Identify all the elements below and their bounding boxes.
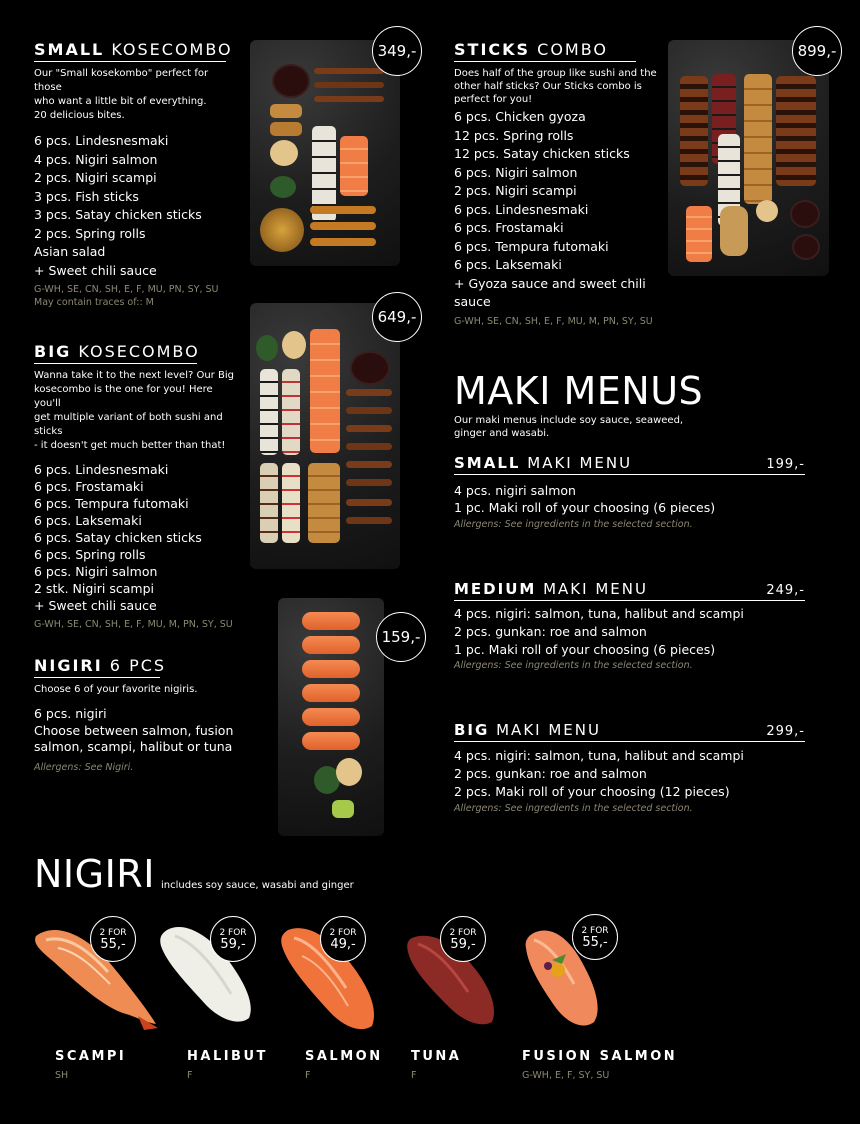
list-item: 2 stk. Nigiri scampi <box>34 581 154 596</box>
nigiri-fusion-salmon-name: FUSION SALMON <box>522 1049 678 1064</box>
list-item: + Sweet chili sauce <box>34 598 157 613</box>
allergens-text: G-WH, SE, CN, SH, E, F, MU, PN, SY, SU <box>34 284 219 295</box>
list-item: 6 pcs. Frostamaki <box>34 479 144 494</box>
maki-menus-description: Our maki menus include soy sauce, seaweed, ginger and wasabi. <box>454 415 684 439</box>
sticks-combo-description: Does half of the group like sushi and the other half sticks? Our Sticks combo is perfect for you! <box>454 68 657 105</box>
list-item: 6 pcs. Satay chicken sticks <box>34 530 202 545</box>
nigiri-6-photo <box>278 598 384 836</box>
nigiri-scampi-price-badge: 2 FOR 55,- <box>90 916 136 962</box>
maki-menus-heading: MAKI MENUS <box>454 369 704 413</box>
list-item: 3 pcs. Fish sticks <box>34 188 139 204</box>
nigiri-scampi-name: SCAMPI <box>55 1049 127 1064</box>
allergens-text: Allergens: See ingredients in the selected section. <box>454 660 693 671</box>
list-item: 2 pcs. Nigiri scampi <box>34 170 157 185</box>
medium-maki-menu-title: MEDIUM MAKI MENU 249,- <box>454 580 805 601</box>
list-item: 12 pcs. Satay chicken sticks <box>454 146 630 161</box>
big-kosecombo-items <box>34 461 239 614</box>
list-item: 6 pcs. Nigiri salmon <box>34 564 158 579</box>
small-maki-menu-price: 199,- <box>766 457 805 472</box>
allergens-text: G-WH, SE, CN, SH, E, F, MU, M, PN, SY, SU <box>454 315 653 327</box>
list-item: 6 pcs. nigiri <box>34 706 107 721</box>
traces-text: May contain traces of:: M <box>34 297 154 308</box>
sticks-combo-items <box>454 108 664 312</box>
list-item: 4 pcs. Nigiri salmon <box>34 151 158 167</box>
big-kosecombo-title: BIG KOSECOMBO <box>34 342 197 364</box>
list-item: 2 pcs. Spring rolls <box>34 225 146 241</box>
nigiri-tuna-allergens: F <box>411 1070 417 1081</box>
nigiri-salmon-price-badge: 2 FOR 49,- <box>320 916 366 962</box>
nigiri-6-title: NIGIRI 6 PCS <box>34 656 160 678</box>
list-item: 4 pcs. nigiri: salmon, tuna, halibut and scampi <box>454 606 744 621</box>
big-maki-menu-title: BIG MAKI MENU 299,- <box>454 721 805 742</box>
list-item: 2 pcs. gunkan: roe and salmon <box>454 624 647 639</box>
nigiri-6-description: Choose 6 of your favorite nigiris. <box>34 684 198 695</box>
list-item: 6 pcs. Frostamaki <box>454 220 564 235</box>
list-item: 6 pcs. Spring rolls <box>34 547 146 562</box>
nigiri-halibut-allergens: F <box>187 1070 193 1081</box>
medium-maki-menu-items <box>454 605 744 659</box>
nigiri-subtitle: includes soy sauce, wasabi and ginger <box>161 880 354 891</box>
small-kosecombo-price-badge: 349,- <box>372 26 422 76</box>
list-item: 1 pc. Maki roll of your choosing (6 pieces) <box>454 642 716 657</box>
list-item: 1 pc. Maki roll of your choosing (6 pieces) <box>454 499 716 515</box>
list-item: 6 pcs. Lindesnesmaki <box>34 133 169 148</box>
sticks-combo-section <box>454 40 664 328</box>
list-item: 4 pcs. nigiri salmon <box>454 483 576 498</box>
list-item: salmon, scampi, halibut or tuna <box>34 739 233 754</box>
big-kosecombo-section <box>34 342 239 631</box>
nigiri-6-price-badge: 159,- <box>376 612 426 662</box>
list-item: 4 pcs. nigiri: salmon, tuna, halibut and scampi <box>454 748 744 763</box>
big-maki-menu-items <box>454 747 744 801</box>
nigiri-halibut-price-badge: 2 FOR 59,- <box>210 916 256 962</box>
nigiri-heading: NIGIRI <box>34 852 155 896</box>
nigiri-tuna-name: TUNA <box>411 1049 462 1064</box>
nigiri-fusion-salmon-allergens: G-WH, E, F, SY, SU <box>522 1070 610 1081</box>
list-item: 6 pcs. Tempura futomaki <box>454 238 609 254</box>
list-item: 2 pcs. gunkan: roe and salmon <box>454 766 647 781</box>
small-kosecombo-section <box>34 40 234 309</box>
nigiri-salmon-name: SALMON <box>305 1049 383 1064</box>
big-maki-menu-price: 299,- <box>766 724 805 739</box>
allergens-text: Allergens: See Nigiri. <box>34 761 134 773</box>
list-item: 6 pcs. Lindesnesmaki <box>34 462 169 477</box>
small-kosecombo-items <box>34 132 234 280</box>
big-kosecombo-price-badge: 649,- <box>372 292 422 342</box>
allergens-text: Allergens: See ingredients in the selected section. <box>454 519 693 530</box>
allergens-text: G-WH, SE, CN, SH, E, F, MU, M, PN, SY, SU <box>34 619 233 630</box>
nigiri-scampi-allergens: SH <box>55 1070 69 1081</box>
small-maki-menu-title: SMALL MAKI MENU 199,- <box>454 454 805 475</box>
nigiri-tuna-price-badge: 2 FOR 59,- <box>440 916 486 962</box>
list-item: 12 pcs. Spring rolls <box>454 127 574 143</box>
list-item: 2 pcs. Maki roll of your choosing (12 pieces) <box>454 784 730 799</box>
nigiri-fusion-salmon-price-badge: 2 FOR 55,- <box>572 914 618 960</box>
small-maki-menu-items <box>454 483 715 516</box>
nigiri-halibut-name: HALIBUT <box>187 1049 268 1064</box>
nigiri-6-items <box>34 706 244 756</box>
list-item: 6 pcs. Laksemaki <box>34 513 142 528</box>
list-item: + Gyoza sauce and sweet chili sauce <box>454 275 646 309</box>
list-item: 6 pcs. Tempura futomaki <box>34 496 189 511</box>
nigiri-6-section <box>34 656 244 773</box>
list-item: 6 pcs. Lindesnesmaki <box>454 201 589 217</box>
small-kosecombo-photo <box>250 40 400 266</box>
sticks-combo-title: STICKS COMBO <box>454 40 636 62</box>
medium-maki-menu-price: 249,- <box>766 583 805 598</box>
list-item: 3 pcs. Satay chicken sticks <box>34 207 202 222</box>
nigiri-salmon-allergens: F <box>305 1070 311 1081</box>
list-item: 6 pcs. Chicken gyoza <box>454 109 586 124</box>
small-kosecombo-title: SMALL KOSECOMBO <box>34 40 226 62</box>
list-item: Choose between salmon, fusion <box>34 722 234 738</box>
allergens-text: Allergens: See ingredients in the selected section. <box>454 803 693 814</box>
list-item: 2 pcs. Nigiri scampi <box>454 183 577 198</box>
big-kosecombo-photo <box>250 303 400 569</box>
list-item: Asian salad <box>34 244 106 259</box>
sticks-combo-photo <box>668 40 829 276</box>
sticks-combo-price-badge: 899,- <box>792 26 842 76</box>
big-kosecombo-description: Wanna take it to the next level? Our Big kosecombo is the one for you! Here you'll get multiple variant of both sushi and sticks - it doesn't get much better than that! <box>34 370 234 451</box>
list-item: 6 pcs. Laksemaki <box>454 257 562 272</box>
list-item: 6 pcs. Nigiri salmon <box>454 164 578 180</box>
list-item: + Sweet chili sauce <box>34 262 157 278</box>
small-kosecombo-description: Our "Small kosekombo" perfect for those who want a little bit of everything. 20 delicious bites. <box>34 68 209 121</box>
